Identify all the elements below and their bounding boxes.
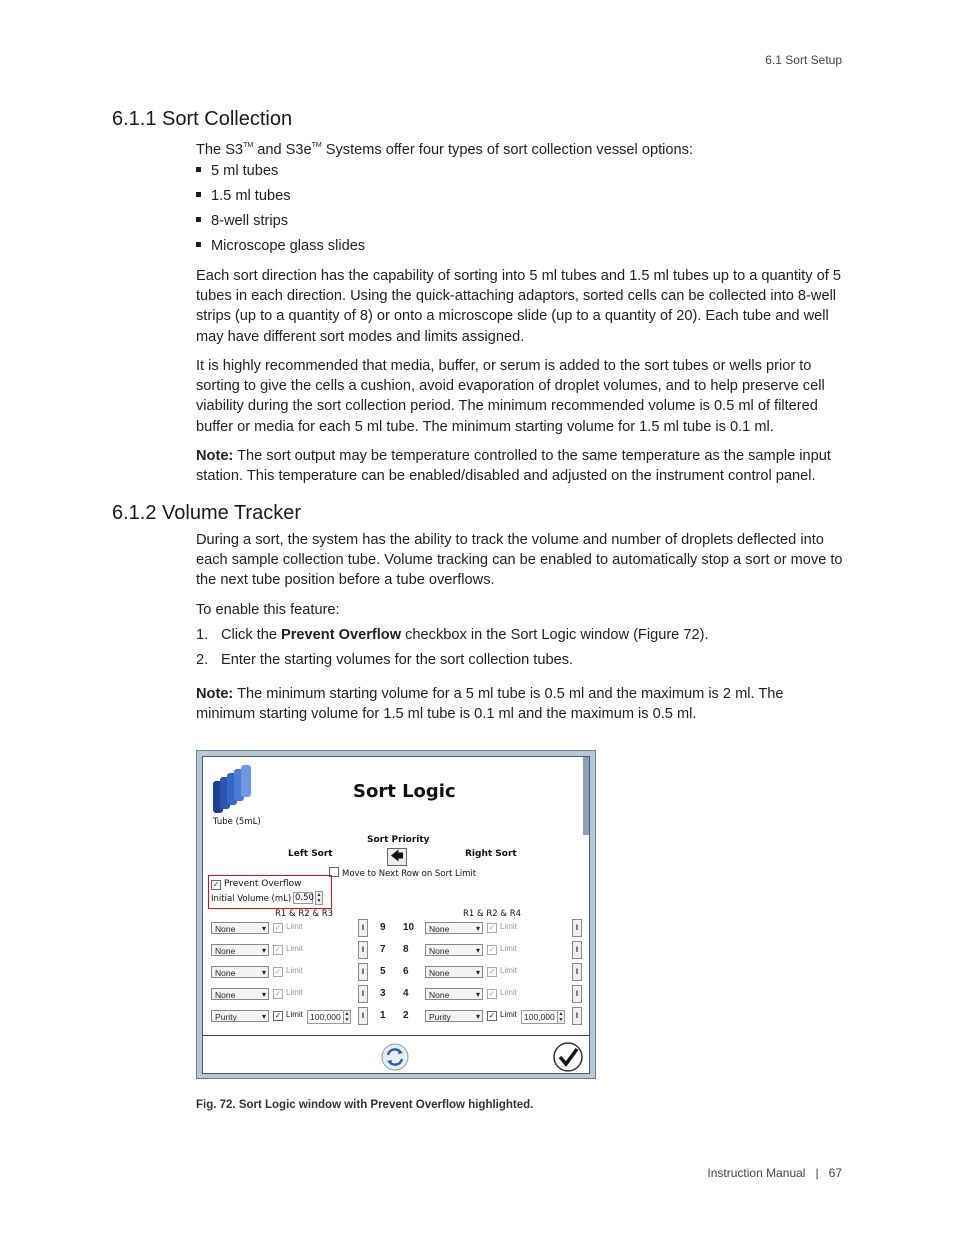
right-limit-checkbox[interactable]: ✓ Limit [488,944,517,954]
sort-priority-arrow-button[interactable]: 🡄 [387,848,407,866]
right-limit-checkbox[interactable]: ✓ Limit [488,966,517,976]
list-item: 1. Click the Prevent Overflow checkbox in the Sort Logic window (Figure 72). [196,627,709,643]
vessel-list [196,161,365,261]
list-item: 5 ml tubes [196,161,365,186]
initial-volume-spinner[interactable]: ▲ ▼ [316,892,322,904]
note-paragraph: Note: The minimum starting volume for a 5 ml tube is 0.5 ml and the maximum is 2 ml. The minimum starting volume for 1.5 ml tube is 0.1 ml and the maximum is 0.5 ml. [196,686,784,723]
list-item: 8-well strips [196,211,365,236]
left-tube-number: 5 [380,966,386,977]
right-sort-mode-dropdown[interactable]: Purity ▾ [425,1010,483,1022]
section-title-volume-tracker: 6.1.2 Volume Tracker [112,502,301,524]
right-sort-mode-dropdown[interactable]: None ▾ [425,922,483,934]
right-limit-checkbox[interactable]: ✓ Limit [488,1010,517,1020]
paragraph: To enable this feature: [196,602,340,618]
sort-logic-panel [202,756,590,1074]
sort-logic-window [196,750,596,1079]
left-limit-checkbox[interactable]: ✓ Limit [274,966,303,976]
right-row-handle[interactable]: ‖ [572,941,582,959]
note-paragraph: Note: The sort output may be temperature controlled to the same temperature as the sample input station. This temperature can be enabled/disabled and adjusted on the instrument control panel. [196,448,831,485]
prevent-overflow-checkbox[interactable]: ✓ Prevent Overflow [212,879,302,889]
left-limit-checkbox[interactable]: ✓ Limit [274,944,303,954]
paragraph: It is highly recommended that media, buffer, or serum is added to the sort tubes or wells prior to sorting to give the cells a cushion, avoid evaporation of droplet volumes, and to help preserve cell viability during the sort collection period. The minimum recommended volume is 0.5 ml of filtered buffer or media for each 5 ml tube. The minimum starting volume for 1.5 ml tube is 0.1 ml. [196,358,825,435]
right-limit-value-input[interactable]: 100,000 [521,1010,565,1024]
confirm-checkmark-icon[interactable] [552,1041,584,1073]
tube-icon [211,763,253,815]
divider [203,1035,589,1036]
right-limit-checkbox[interactable]: ✓ Limit [488,988,517,998]
right-row-handle[interactable]: ‖ [572,1007,582,1025]
left-sort-mode-dropdown[interactable]: None ▾ [211,966,269,978]
right-limit-checkbox[interactable]: ✓ Limit [488,922,517,932]
section-title-sort-collection: 6.1.1 Sort Collection [112,108,293,130]
right-sort-label: Right Sort [465,849,517,859]
right-row-handle[interactable]: ‖ [572,919,582,937]
left-row-handle[interactable]: ‖ [358,985,368,1003]
left-row-handle[interactable]: ‖ [358,941,368,959]
right-limit-spinner[interactable]: ▲ ▼ [558,1011,564,1023]
list-item: 2. Enter the starting volumes for the sort collection tubes. [196,652,574,668]
paragraph: During a sort, the system has the ability to track the volume and number of droplets deflected into each sample collection tube. Volume tracking can be enabled to automatically stop a sort or move to the next tube position before a tube overflows. [196,532,843,589]
left-limit-spinner[interactable]: ▲ ▼ [344,1011,350,1023]
paragraph: Each sort direction has the capability of sorting into 5 ml tubes and 1.5 ml tubes up to a quantity of 5 tubes in each direction. Using the quick-attaching adaptors, sorted cells can be collected into 8-well strips (up to a quantity of 8) or onto a microscope slide (up to a quantity of 20). Each tube and well may have different sort modes and limits assigned. [196,268,841,345]
right-tube-number: 4 [403,988,409,999]
running-header: 6.1 Sort Setup [765,53,842,67]
left-limit-value-input[interactable]: 100,000 [307,1010,351,1024]
intro-paragraph: The S3™ and S3e™ Systems offer four types of sort collection vessel options: [196,142,693,158]
initial-volume-label: Initial Volume (mL) [211,894,292,904]
list-item: 1.5 ml tubes [196,186,365,211]
left-row-handle[interactable]: ‖ [358,1007,368,1025]
refresh-icon[interactable] [380,1042,410,1072]
right-row-handle[interactable]: ‖ [572,985,582,1003]
left-limit-checkbox[interactable]: ✓ Limit [274,922,303,932]
move-next-row-checkbox[interactable]: Move to Next Row on Sort Limit [329,867,476,879]
right-tube-number: 8 [403,944,409,955]
right-sort-mode-dropdown[interactable]: None ▾ [425,944,483,956]
right-sort-mode-dropdown[interactable]: None ▾ [425,988,483,1000]
right-tube-number: 2 [403,1010,409,1021]
left-sort-label: Left Sort [288,849,333,859]
right-row-handle[interactable]: ‖ [572,963,582,981]
list-item: Microscope glass slides [196,236,365,261]
right-tube-number: 6 [403,966,409,977]
right-tube-number: 10 [403,922,415,933]
window-title: Sort Logic [353,781,456,802]
left-tube-number: 7 [380,944,386,955]
left-tube-number: 3 [380,988,386,999]
left-sort-mode-dropdown[interactable]: None ▾ [211,922,269,934]
left-limit-checkbox[interactable]: ✓ Limit [274,988,303,998]
left-sort-mode-dropdown[interactable]: None ▾ [211,988,269,1000]
right-sort-mode-dropdown[interactable]: None ▾ [425,966,483,978]
left-row-handle[interactable]: ‖ [358,963,368,981]
scrollbar[interactable] [583,757,589,835]
left-tube-number: 1 [380,1010,386,1021]
left-gate-label: R1 & R2 & R3 [275,909,334,919]
figure-caption: Fig. 72. Sort Logic window with Prevent Overflow highlighted. [196,1099,534,1111]
right-gate-label: R1 & R2 & R4 [463,909,522,919]
left-limit-checkbox[interactable]: ✓ Limit [274,1010,303,1020]
steps-list [196,625,709,675]
left-sort-mode-dropdown[interactable]: Purity ▾ [211,1010,269,1022]
tube-label: Tube (5mL) [213,817,261,827]
initial-volume-input[interactable]: 0.50 [295,893,314,903]
left-sort-mode-dropdown[interactable]: None ▾ [211,944,269,956]
sort-priority-label: Sort Priority [367,835,430,845]
left-row-handle[interactable]: ‖ [358,919,368,937]
left-tube-number: 9 [380,922,386,933]
page-footer: Instruction Manual | 67 [707,1166,842,1180]
